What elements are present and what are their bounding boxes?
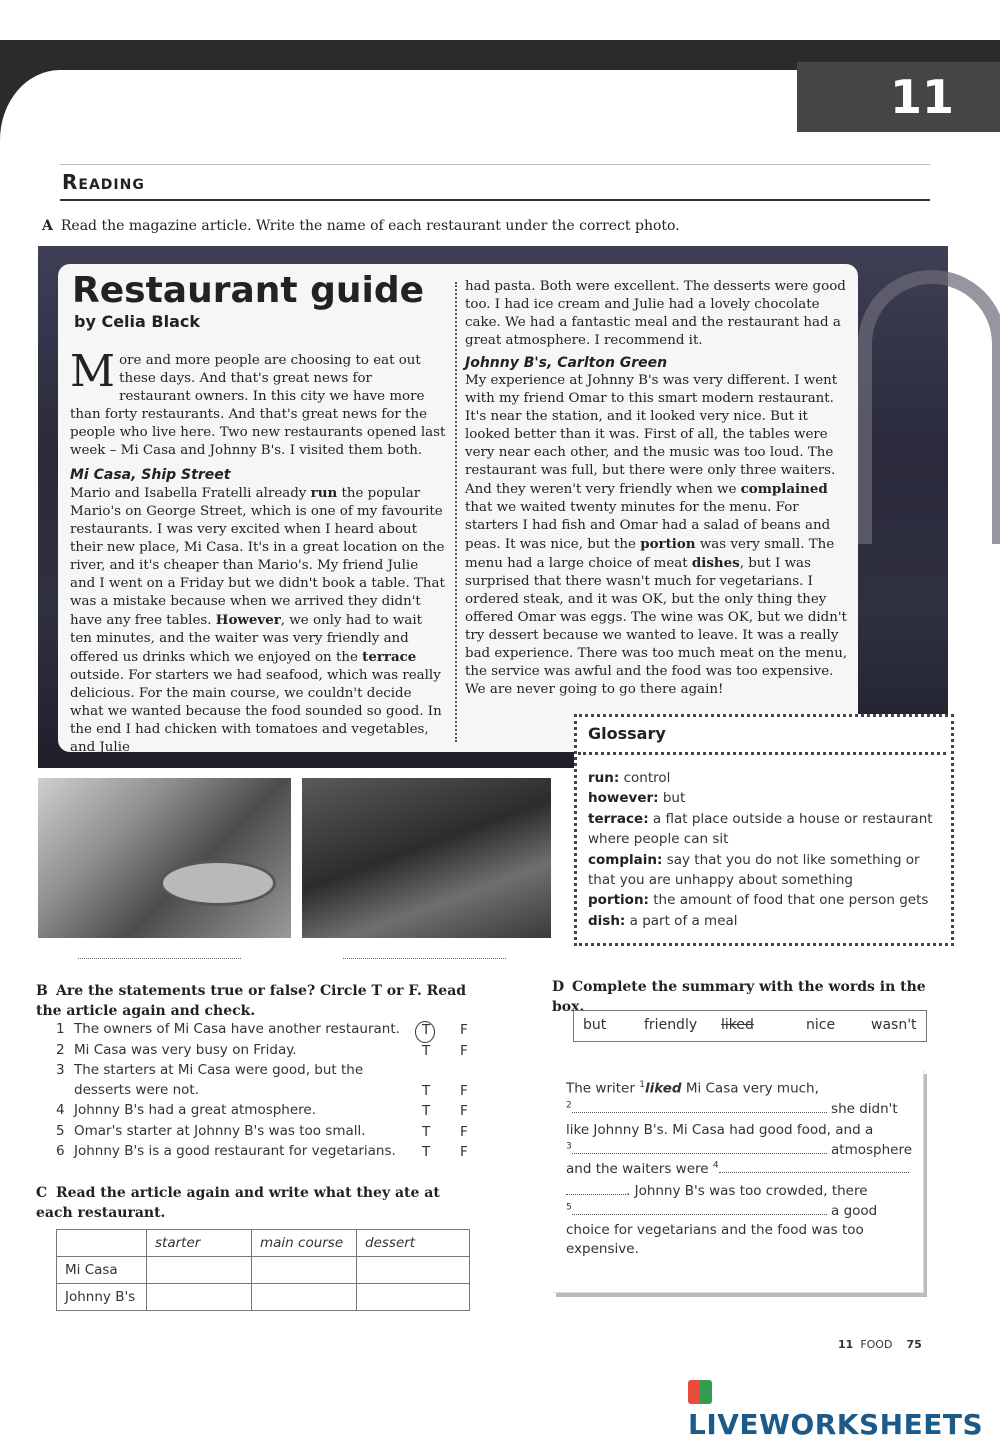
word-option-used: liked <box>721 1017 754 1033</box>
summary-line: $^2$ she didn't <box>566 1100 898 1117</box>
gap-4[interactable] <box>719 1160 909 1173</box>
tf-statement-continued: desserts were not. <box>74 1082 200 1098</box>
tf-statement: 4 Johnny B's had a great atmosphere. <box>56 1102 317 1118</box>
row-label: Johnny B's <box>57 1284 147 1311</box>
summary-line: . Johnny B's was too crowded, there <box>566 1182 868 1199</box>
mi-casa-heading: Mi Casa, Ship Street <box>70 467 231 483</box>
tf-statement: 3 The starters at Mi Casa were good, but the <box>56 1062 364 1078</box>
gap-5[interactable] <box>572 1202 827 1215</box>
live-icon <box>688 1380 712 1404</box>
gap-3[interactable] <box>572 1141 827 1154</box>
footer-topic: FOOD <box>860 1338 893 1351</box>
task-b-instruction: B Are the statements true or false? Circle T or F. Read the article again and check. <box>36 983 467 1019</box>
word-option: but <box>583 1017 607 1033</box>
column-divider <box>455 282 457 742</box>
task-d-instruction: D Complete the summary with the words in the box. <box>552 979 926 1015</box>
johnny-text: My experience at Johnny B's was very different. I went with my friend Omar to this smart modern restaurant. It's near the station, and it looked very nice. But it looked better than it was. First of all, the tables were very near each other, and the music was too loud. The restaurant was full, but there were only three waiters. And they weren't very friendly when we complained that we waited twenty minutes for the menu. For starters I had fish and Omar had a salad of beans and peas. It was nice, but the portion was very small. The menu had a large choice of meat dishes, but I was surprised that there wasn't much for vegetarians. I ordered steak, and it was OK, but the only thing they offered Omar was eggs. The wine was OK, but we didn't try dessert because we wanted to leave. It was a really bad experience. There was too much meat on the menu, the service was awful and the food was too expensive. We are never going to go there again! <box>465 373 848 697</box>
glossary-item: run: control <box>588 770 671 786</box>
header-rule <box>60 164 930 165</box>
photo-2-answer-blank[interactable] <box>343 958 506 959</box>
glossary-title: Glossary <box>588 724 666 743</box>
summary-line: and the waiters were $^4$ <box>566 1160 909 1177</box>
row-label: Mi Casa <box>57 1257 147 1284</box>
page-number: 75 <box>906 1338 922 1351</box>
liveworksheets-logo: LIVEWORKSHEETS <box>688 1375 1000 1441</box>
table-header-row <box>57 1230 470 1257</box>
table-row <box>57 1284 470 1311</box>
article-title: Restaurant guide <box>72 270 425 311</box>
table-header-cell: starter <box>147 1230 252 1257</box>
footer-unit: 11 <box>838 1338 854 1351</box>
summary-line: expensive. <box>566 1241 639 1257</box>
summary-line: choice for vegetarians and the food was too <box>566 1222 864 1238</box>
answer-cell[interactable] <box>252 1284 357 1311</box>
false-option[interactable]: F <box>460 1022 468 1038</box>
false-option[interactable]: F <box>460 1124 468 1140</box>
glossary-item: dish: a part of a meal <box>588 912 738 929</box>
answer-cell[interactable] <box>357 1284 470 1311</box>
word-option: wasn't <box>871 1017 917 1033</box>
true-option[interactable]: T <box>422 1144 431 1160</box>
word-option: friendly <box>644 1017 698 1033</box>
word-box <box>573 1010 927 1042</box>
dropcap: M <box>70 346 116 397</box>
task-a-text: Read the magazine article. Write the name of each restaurant under the correct photo. <box>60 218 680 234</box>
false-option[interactable]: F <box>460 1144 468 1160</box>
summary-line: The writer $^1$liked Mi Casa very much, <box>566 1080 819 1097</box>
mi-casa-continued: had pasta. Both were excellent. The desserts were good too. I had ice cream and Julie had a lovely chocolate cake. We had a fantastic meal and the restaurant had a great atmosphere. I recommend it. <box>465 279 846 348</box>
tf-statement: 2 Mi Casa was very busy on Friday. <box>56 1042 297 1058</box>
meals-table <box>56 1229 470 1311</box>
table-row <box>57 1257 470 1284</box>
unit-number: 11 <box>890 70 955 124</box>
photo-johnny-b-interior <box>302 778 551 938</box>
pizza-image <box>160 860 276 906</box>
false-option[interactable]: F <box>460 1103 468 1119</box>
mi-casa-text: Mario and Isabella Fratelli already run the popular Mario's on George Street, which is one of my favourite restaurants. I was very excited when I heard about their new place, Mi Casa. It's in a great location on the river, and it's cheaper than Mario's. My friend Julie and I went on a Friday but we didn't book a table. That was a mistake because when we arrived they didn't have any free tables. However, we only had to wait ten minutes, and the waiter was very friendly and offered us drinks which we enjoyed on the terrace outside. For starters we had seafood, which was really delicious. For the main course, we couldn't decide what we wanted because the food sounded so good. In the end I had chicken with tomatoes and vegetables, and Julie <box>70 485 445 755</box>
glossary-item: terrace: a flat place outside a house or restaurant where people can sit <box>588 810 933 848</box>
gap-4-continued[interactable] <box>566 1182 626 1195</box>
example-answer: liked <box>644 1080 682 1097</box>
page-footer <box>838 1338 922 1351</box>
task-c-instruction: C Read the article again and write what they ate at each restaurant. <box>36 1185 440 1221</box>
table-header-cell <box>57 1230 147 1257</box>
summary-line: $^3$ atmosphere <box>566 1141 913 1158</box>
tf-statement: 6 Johnny B's is a good restaurant for vegetarians. <box>56 1143 396 1159</box>
answer-cell[interactable] <box>147 1284 252 1311</box>
arch-decoration <box>858 270 1000 544</box>
article-column-1 <box>70 346 446 757</box>
true-option[interactable]: T <box>422 1103 431 1119</box>
section-rule <box>60 199 930 201</box>
true-option[interactable]: T <box>422 1043 431 1059</box>
photo-1-answer-blank[interactable] <box>78 958 241 959</box>
answer-cell[interactable] <box>252 1257 357 1284</box>
true-option[interactable]: T <box>422 1083 431 1099</box>
glossary-item: however: but <box>588 790 686 807</box>
photo-mi-casa-diners <box>38 778 291 938</box>
glossary-item: complain: say that you do not like something or that you are unhappy about something <box>588 851 920 889</box>
table-header-cell: dessert <box>357 1230 470 1257</box>
tf-statement: 5 Omar's starter at Johnny B's was too small. <box>56 1123 366 1139</box>
false-option[interactable]: F <box>460 1083 468 1099</box>
johnny-heading: Johnny B's, Carlton Green <box>465 355 668 371</box>
true-option[interactable]: T <box>422 1124 431 1140</box>
section-title: Reading <box>62 170 145 194</box>
false-option[interactable]: F <box>460 1043 468 1059</box>
summary-line: $^5$ a good <box>566 1202 878 1219</box>
summary-line: like Johnny B's. Mi Casa had good food, and a <box>566 1122 874 1138</box>
gap-2[interactable] <box>572 1100 827 1113</box>
answer-cell[interactable] <box>147 1257 252 1284</box>
glossary-list <box>588 768 938 931</box>
article-intro: More and more people are choosing to eat out these days. And that's great news for restaurant owners. In this city we have more than forty restaurants. And that's great news for the people who live here. Two new restaurants opened last week – Mi Casa and Johnny B's. I visited them both. <box>70 346 446 458</box>
page-top <box>0 0 1000 40</box>
article-byline: by Celia Black <box>74 312 200 331</box>
true-option[interactable]: T <box>422 1022 431 1038</box>
tf-statement: 1 The owners of Mi Casa have another restaurant. <box>56 1021 400 1037</box>
glossary-item: portion: the amount of food that one person gets <box>588 892 929 909</box>
table-header-cell: main course <box>252 1230 357 1257</box>
glossary-rule <box>578 752 946 755</box>
article-column-2 <box>465 278 849 699</box>
task-a-instruction <box>42 218 680 234</box>
word-option: nice <box>806 1017 836 1033</box>
answer-cell[interactable] <box>357 1257 470 1284</box>
task-a-letter: A <box>42 218 53 234</box>
